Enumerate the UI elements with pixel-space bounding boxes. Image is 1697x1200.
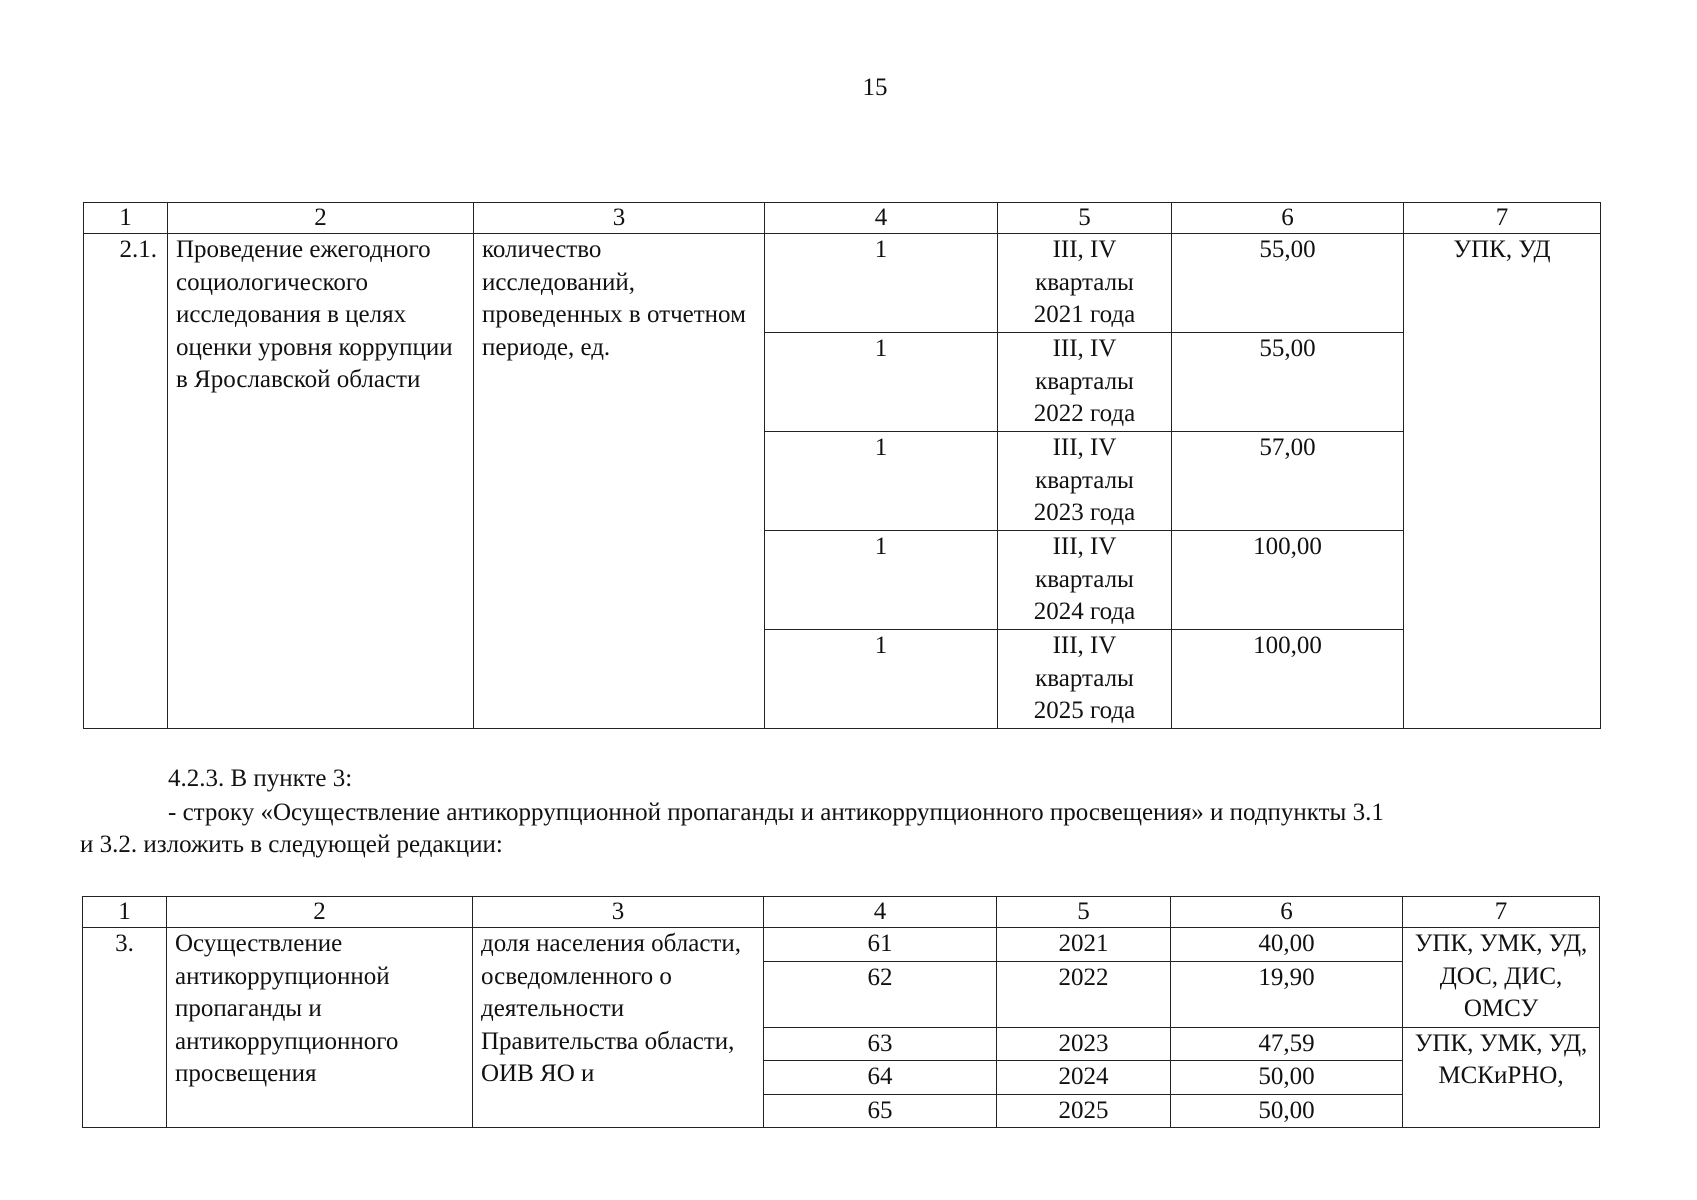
- year: 2023: [997, 1027, 1171, 1061]
- period-label: кварталы: [1035, 367, 1134, 395]
- period-quarters: III, IV: [1052, 632, 1117, 659]
- table-header-row: [83, 897, 1600, 928]
- period-year: 2022 года: [1033, 400, 1136, 427]
- year: 2021: [997, 928, 1171, 962]
- header-cell: 3: [474, 203, 765, 234]
- paragraph-section-heading: 4.2.3. В пункте 3:: [168, 765, 353, 792]
- page-number: 15: [862, 74, 888, 101]
- indicator-name: количество исследований, проведенных в отчетном периоде, ед.: [474, 234, 765, 729]
- table-2-1: [83, 202, 1601, 729]
- header-cell: 6: [1171, 897, 1403, 928]
- indicator-value: 63: [764, 1027, 997, 1061]
- indicator-value: 1: [765, 630, 998, 729]
- amount: 40,00: [1171, 928, 1403, 962]
- header-cell: 3: [473, 897, 764, 928]
- indicator-value: 1: [765, 531, 998, 630]
- amount: 100,00: [1172, 630, 1404, 729]
- indicator-value: 1: [765, 432, 998, 531]
- paragraph-amendment-line-1: - строку «Осуществление антикоррупционной пропаганды и антикоррупционного просвещения» и подпункты 3.1: [168, 799, 1384, 826]
- year: 2024: [997, 1061, 1171, 1095]
- period-year: 2025 года: [1033, 697, 1136, 724]
- period-quarters: III, IV: [1052, 335, 1117, 362]
- event-name: Осуществление антикоррупционной пропаганды и антикоррупционного просвещения: [167, 928, 473, 1128]
- year: 2025: [997, 1094, 1171, 1128]
- period: [998, 531, 1172, 630]
- period: [998, 630, 1172, 729]
- year: 2022: [997, 961, 1171, 1027]
- header-cell: 7: [1403, 897, 1600, 928]
- period-quarters: III, IV: [1052, 434, 1117, 461]
- header-cell: 1: [84, 203, 168, 234]
- header-cell: 2: [167, 897, 473, 928]
- amount: 50,00: [1171, 1061, 1403, 1095]
- indicator-value: 1: [765, 234, 998, 333]
- header-cell: 4: [764, 897, 997, 928]
- table-header-row: [84, 203, 1601, 234]
- period: [998, 234, 1172, 333]
- row-number: 2.1.: [84, 234, 168, 729]
- period-label: кварталы: [1035, 268, 1134, 296]
- period-label: кварталы: [1035, 466, 1134, 494]
- period-label: кварталы: [1035, 664, 1134, 692]
- period: [998, 432, 1172, 531]
- indicator-value: 62: [764, 961, 997, 1027]
- header-cell: 5: [997, 897, 1171, 928]
- amount: 19,90: [1171, 961, 1403, 1027]
- table-row: [83, 928, 1600, 962]
- header-cell: 1: [83, 897, 167, 928]
- amount: 57,00: [1172, 432, 1404, 531]
- amount: 47,59: [1171, 1027, 1403, 1061]
- period-year: 2023 года: [1033, 499, 1136, 526]
- table-row: [84, 234, 1601, 333]
- indicator-value: 64: [764, 1061, 997, 1095]
- indicator-name: доля населения области, осведомленного о деятельности Правительства области, ОИВ ЯО и: [473, 928, 764, 1128]
- amount: 55,00: [1172, 234, 1404, 333]
- period-quarters: III, IV: [1052, 236, 1117, 263]
- header-cell: 6: [1172, 203, 1404, 234]
- table-3: [82, 896, 1600, 1128]
- header-cell: 7: [1404, 203, 1601, 234]
- period-label: кварталы: [1035, 565, 1134, 593]
- executors: УПК, УД: [1404, 234, 1601, 729]
- amount: 55,00: [1172, 333, 1404, 432]
- header-cell: 2: [168, 203, 474, 234]
- period-quarters: III, IV: [1052, 533, 1117, 560]
- period-year: 2021 года: [1033, 301, 1136, 328]
- executors: УПК, УМК, УД, МСКиРНО,: [1403, 1027, 1600, 1128]
- amount: 100,00: [1172, 531, 1404, 630]
- indicator-value: 65: [764, 1094, 997, 1128]
- paragraph-amendment-line-2: и 3.2. изложить в следующей редакции:: [80, 831, 503, 858]
- indicator-value: 1: [765, 333, 998, 432]
- period-year: 2024 года: [1033, 598, 1136, 625]
- executors: УПК, УМК, УД, ДОС, ДИС, ОМСУ: [1403, 928, 1600, 1028]
- amount: 50,00: [1171, 1094, 1403, 1128]
- header-cell: 5: [998, 203, 1172, 234]
- period: [998, 333, 1172, 432]
- event-name: Проведение ежегодного социологического исследования в целях оценки уровня коррупции в Ярославской области: [168, 234, 474, 729]
- header-cell: 4: [765, 203, 998, 234]
- indicator-value: 61: [764, 928, 997, 962]
- row-number: 3.: [83, 928, 167, 1128]
